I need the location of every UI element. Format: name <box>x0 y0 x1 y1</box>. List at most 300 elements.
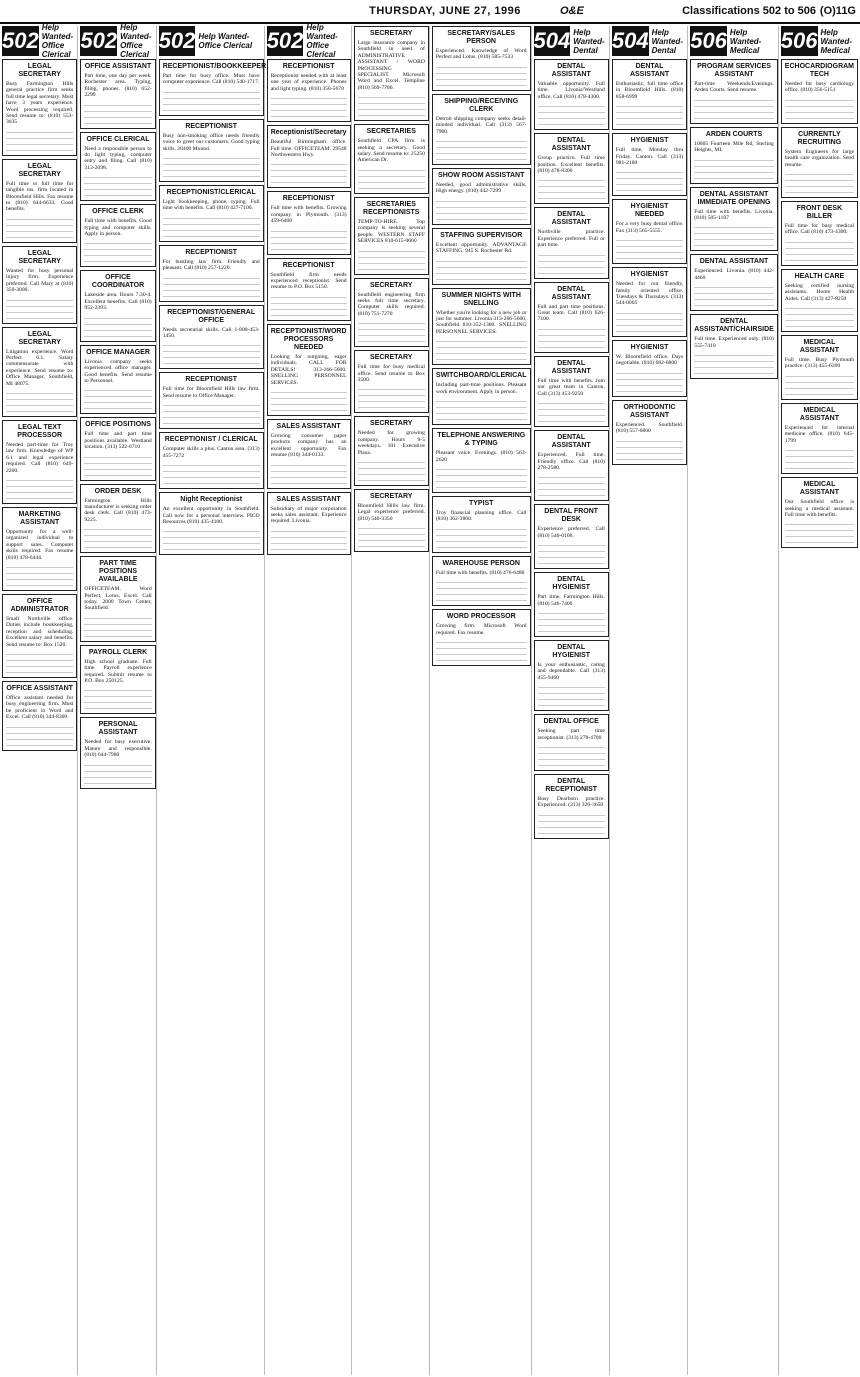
ad-title: OFFICE ADMINISTRATOR <box>10 598 69 613</box>
ad-text-lines <box>271 294 347 316</box>
ad-title: OFFICE COORDINATOR <box>91 274 145 290</box>
masthead <box>0 0 860 24</box>
section-title: Help Wanted-Medical <box>820 27 852 55</box>
section-header <box>690 26 778 56</box>
ad-text-lines <box>436 258 527 280</box>
ad-body: Our Southfield office is seeking a medical assistant. Full time with benefits. <box>784 499 855 518</box>
ad-title: PROGRAM SERVICES ASSISTANT <box>697 63 771 78</box>
section-number: 502 <box>2 26 39 56</box>
ad-column <box>266 23 352 1375</box>
classified-ad <box>690 254 778 311</box>
classified-ad <box>534 59 609 130</box>
section-title: Help Wanted-Dental <box>651 27 683 55</box>
classified-ad <box>159 59 267 116</box>
ad-text-lines <box>84 454 151 476</box>
issue-date: THURSDAY, JUNE 27, 1996 <box>369 5 521 17</box>
classified-ad <box>2 159 77 243</box>
ad-title: HYGIENIST <box>630 343 669 351</box>
ad-title: OFFICE CLERICAL <box>86 135 150 143</box>
ad-text-lines <box>6 216 73 238</box>
ad-text-lines <box>785 305 854 327</box>
ad-body: Busy Dearborn practice. Experienced. (313) 326-3650 <box>537 795 605 809</box>
ad-title: LEGAL SECRETARY <box>18 249 61 265</box>
ad-title: SECRETARY <box>370 420 413 428</box>
ad-body: Full time. Experienced only. (810) 555-7410 <box>694 336 774 349</box>
classified-ad <box>80 270 155 341</box>
classified-ad <box>80 645 155 715</box>
ad-title: DENTAL HYGIENIST <box>552 576 591 592</box>
ad-text-lines <box>84 102 151 124</box>
classified-ad <box>159 119 264 182</box>
ad-text-lines <box>538 400 605 422</box>
ad-title: RECEPTIONIST/CLERICAL <box>166 189 256 197</box>
classified-ad <box>432 288 531 366</box>
ad-body: Part-time Weekends/Evenings. Arden Courts. Send resume. <box>694 81 774 94</box>
ad-title: SECRETARY <box>370 492 413 500</box>
ad-body: Part time for busy office. Must have computer experience. Call (810) 540-1717. <box>162 73 260 86</box>
ad-body: Experienced. Southfield. (810) 557-6860 <box>615 421 684 435</box>
ad-text-lines <box>271 95 347 117</box>
ad-text-lines <box>271 228 347 250</box>
classified-ad <box>432 496 531 553</box>
ad-title: PAYROLL CLERK <box>88 648 148 656</box>
ad-body: Needs secretarial skills. Call 1-800-453-1450. <box>162 326 260 340</box>
ad-text-lines <box>538 744 605 766</box>
ad-body: Needed for busy cardiology office. (810) 356-5151 <box>784 81 855 94</box>
ad-text-lines <box>436 466 527 488</box>
section-number: 502 <box>159 26 196 56</box>
ad-text-lines <box>358 94 425 116</box>
ad-text-lines <box>616 103 683 125</box>
ad-body: Needed part-time for Troy law firm. Knowledge of WP 6.1 and legal experience required. Call (810) 649-2200. <box>6 441 74 474</box>
classified-ad <box>534 572 609 637</box>
ad-body: Enthusiastic, full time office in Bloomfield Hills. (810) 858-6999 <box>615 81 684 100</box>
ad-text-lines <box>163 89 260 111</box>
ad-title: FRONT DESK BILLER <box>796 205 843 221</box>
classified-ad <box>612 199 687 264</box>
ad-title: DENTAL ASSISTANT <box>699 258 769 266</box>
section-header <box>80 23 155 59</box>
ad-body: Busy Farmington Hills general practice firm seeks full time legal secretary. Must have 3 years experience. Word processing required. Send resume to: (810) 553-3035 <box>6 81 74 126</box>
section-header <box>159 26 264 56</box>
ad-body: Experienced. Knowledge of Word Perfect and Lotus. (810) 585-7533 <box>435 48 527 61</box>
classifications-range: Classifications 502 to 506 <box>682 5 816 17</box>
ad-title: TYPIST <box>468 499 494 507</box>
classified-ad <box>267 419 351 489</box>
classified-ad <box>781 201 858 266</box>
ad-title: WAREHOUSE PERSON <box>442 559 520 567</box>
ad-title: HYGIENIST <box>630 271 669 279</box>
ad-title: OFFICE ASSISTANT <box>84 63 152 70</box>
ad-title: PERSONAL ASSISTANT <box>98 721 138 737</box>
classified-ad <box>534 714 609 771</box>
classified-ad <box>80 417 155 480</box>
ad-body: Full time with benefits. (810) 476-6480 <box>435 569 525 576</box>
ad-text-lines <box>785 97 854 119</box>
section-number: 504 <box>534 26 571 56</box>
classified-ad <box>612 133 687 196</box>
classified-ad <box>354 124 429 194</box>
ad-body: Subsidiary of major corporation seeks sales assistant. Experience required. Livonia. <box>270 505 347 525</box>
classified-ad <box>612 267 687 337</box>
ad-column <box>354 26 430 1375</box>
section-header <box>2 23 77 59</box>
ad-body: Full time with benefits. Growing company in Plymouth. (313) 459-6400 <box>270 205 347 225</box>
classified-ad <box>80 717 155 788</box>
classified-ad <box>690 187 778 252</box>
ad-text-lines <box>785 171 854 193</box>
ad-body: Southfield CPA firm is seeking a secretary. Good salary. Send resume to: 25250 American Dr. <box>357 138 425 164</box>
ad-column <box>159 26 265 1375</box>
ad-title: MEDICAL ASSISTANT <box>799 339 839 355</box>
classified-ad <box>781 335 858 400</box>
ad-text-lines <box>84 687 151 709</box>
ad-text-lines <box>538 542 605 564</box>
ad-body: Full time. Busy Plymouth practice. (313) 455-6200 <box>784 357 855 370</box>
ad-body: Full time with benefits. Livonia. (810) 505-1107 <box>694 208 774 222</box>
ad-text-lines <box>436 198 527 220</box>
ad-body: Need a responsible person to do light typing, computer entry and filing. Call (810) 313-2098. <box>84 145 152 171</box>
ad-text-lines <box>271 389 347 411</box>
ad-body: TEMP-TO-HIRE. Top company is seeking several people. WESTERN STAFF SERVICES 810-615-0660 <box>357 218 425 245</box>
ad-title: RECEPTIONIST <box>282 261 335 269</box>
ad-title: SALES ASSISTANT <box>276 495 341 503</box>
ad-text-lines <box>6 297 73 319</box>
ad-text-lines <box>6 477 73 499</box>
ad-text-lines <box>436 579 527 601</box>
classified-ad <box>354 197 429 275</box>
ad-text-lines <box>163 402 260 424</box>
ad-title: DENTAL OFFICE <box>543 718 599 726</box>
ad-title: WORD PROCESSOR <box>446 613 516 621</box>
ad-text-lines <box>436 338 527 360</box>
ad-title: PART TIME POSITIONS AVAILABLE <box>98 560 138 584</box>
classified-ad <box>159 305 264 370</box>
ad-title: RECEPTIONIST/BOOKKEEPER <box>162 63 267 70</box>
ad-text-lines <box>6 724 73 746</box>
ad-body: Southfield firm needs experienced receptionist. Send resume to P.O. Box 5150. <box>270 271 347 291</box>
ad-title: HEALTH CARE <box>794 272 845 280</box>
ad-text-lines <box>358 525 425 547</box>
ad-body: Full and part time positions. Great team. Call (810) 626-7100. <box>537 303 605 323</box>
classified-ad <box>612 340 687 397</box>
section-title: Help Wanted-Office Clerical <box>120 23 152 59</box>
ad-body: Growing consumer paper products company has an excellent opportunity. Fax resume (810) 344-0133. <box>270 432 347 459</box>
ad-body: 10005 Fourteen Mile Rd, Sterling Heights, MI. <box>694 140 774 154</box>
ad-column <box>2 23 78 1375</box>
ad-title: RECEPTIONIST / CLERICAL <box>164 436 258 444</box>
classified-ad <box>267 324 351 416</box>
page-number: (O)11G <box>819 5 856 17</box>
ad-body: System Engineers for large health care organization. Send resume. <box>784 148 855 168</box>
ad-title: DENTAL ASSISTANT <box>551 285 591 301</box>
ad-body: Litigation experience. Word Perfect 6.1. Salary commensurate with experience. Send resume to: Office Manager, Southfield, MI 48075. <box>6 348 74 387</box>
ad-title: DENTAL FRONT DESK <box>544 508 599 524</box>
ad-body: Experienced. Full time. Friendly office. Call (810) 278-2580. <box>537 452 605 471</box>
ad-text-lines <box>694 97 774 119</box>
ad-title: RECEPTIONIST <box>185 248 238 256</box>
classified-ad <box>2 681 77 751</box>
ad-title: OFFICE CLERK <box>92 208 144 216</box>
ad-body: Lakeside area. Hours 7:30-4. Excellent benefits. Call (810) 952-2393. <box>84 292 152 312</box>
ad-body: OFFICETEAM. Word Perfect, Lotus, Excel. Call today. 2000 Town Center, Southfield. <box>84 586 152 612</box>
ad-body: Office assistant needed for busy engineering firm. Must be proficient in Word and Excel. Call (810) 344-8300. <box>6 695 74 721</box>
ad-body: Busy non-smoking office needs friendly voice to greet our customers. Good typing skills. 28400 Mound. <box>162 132 260 152</box>
classified-ad <box>80 556 155 642</box>
ad-text-lines <box>84 315 151 337</box>
ad-text-lines <box>436 526 527 548</box>
classified-ad <box>534 430 609 501</box>
classified-ad <box>159 492 264 555</box>
classified-ad <box>354 278 429 348</box>
ad-column <box>80 23 156 1375</box>
ad-body: Light bookkeeping, phone, typing. Full time with benefits. Call (810) 427-7100. <box>162 199 260 212</box>
section-number: 504 <box>612 26 649 56</box>
ad-body: Experienced for internal medicine office. (810) 645-1799 <box>784 424 855 444</box>
ad-body: Excellent opportunity. ADVANTAGE STAFFING. 945 S. Rochester Rd. <box>435 241 527 255</box>
ad-text-lines <box>163 215 260 237</box>
ad-body: Full time for Bloomfield Hills law firm. Send resume to Office Manager. <box>162 386 260 399</box>
classified-ad <box>534 207 609 278</box>
ad-title: OFFICE MANAGER <box>86 348 150 356</box>
ad-text-lines <box>84 526 151 548</box>
ad-text-lines <box>436 138 527 160</box>
ad-body: Large insurance company in Southfield in need of ADMINISTRATIVE ASSISTANT / WORD PROCESSING SPECIALIST. Microsoft Word and Excel. Templine (810) 569-7700. <box>357 40 425 91</box>
ad-text-lines <box>538 252 605 274</box>
ad-title: DENTAL ASSISTANT IMMEDIATE OPENING <box>697 190 771 206</box>
ad-body: Growing firm. Microsoft Word required. Fax resume. <box>435 623 527 636</box>
ad-column <box>612 26 688 1375</box>
ad-body: Experience preferred. Call (810) 540-0100. <box>537 526 605 539</box>
ad-title: SECRETARIES <box>366 128 416 136</box>
ad-body: Small Northville office. Duties include bookkeeping, reception and scheduling. Excellent salary and benefits. Send resume to: Box 1520. <box>6 616 74 648</box>
classified-ad <box>690 127 778 184</box>
ad-text-lines <box>84 387 151 409</box>
ad-body: Beautiful Birmingham office. Full time. OFFICETEAM. 29548 Northwestern Hwy. <box>270 139 347 159</box>
ad-text-lines <box>84 762 151 784</box>
ad-title: DENTAL ASSISTANT <box>551 63 591 78</box>
ad-title: ORDER DESK <box>94 487 142 495</box>
section-header <box>534 26 609 56</box>
publication-name: O&E <box>560 5 584 17</box>
ad-text-lines <box>358 320 425 342</box>
ad-body: W. Bloomfield office. Days negotiable. (810) 682-6800 <box>615 353 684 367</box>
ad-text-lines <box>694 352 774 374</box>
section-title: Help Wanted-Office Clerical <box>198 32 253 50</box>
classified-ad <box>781 477 858 548</box>
classified-ad <box>781 269 858 332</box>
ad-title: LEGAL SECRETARY <box>18 330 61 346</box>
ad-title: SECRETARIES RECEPTIONISTS <box>363 200 420 216</box>
ad-text-lines <box>358 386 425 408</box>
section-title: Help Wanted-Office Clerical <box>306 23 338 59</box>
ad-body: Looking for outgoing, eager individuals. CALL FOR DETAILS! 313-266-5600. SNELLING PERSONNEL SERVICES. <box>270 353 347 386</box>
section-title: Help Wanted-Office Clerical <box>41 23 74 59</box>
classified-ad <box>432 94 531 165</box>
ad-body: Seeking part time receptionist. (313) 278-4700 <box>537 728 605 741</box>
ad-columns <box>2 23 858 1375</box>
ad-body: Part time. Farmington Hills. (810) 546-7400 <box>537 594 605 607</box>
ad-text-lines <box>271 528 347 550</box>
ad-text-lines <box>616 237 683 259</box>
ad-body: Needed for our friendly, family oriented office. Tuesdays & Thursdays. (313) 544-0005 <box>615 281 684 307</box>
ad-body: Valuable opportunity. Full time. Livonia/Westland office. Call (810) 478-4300. <box>537 81 605 100</box>
classified-ad <box>159 185 264 242</box>
ad-title: DENTAL ASSISTANT <box>551 211 591 227</box>
ad-column <box>690 26 779 1375</box>
ad-title: SWITCHBOARD/CLERICAL <box>435 372 527 380</box>
classified-ad <box>690 314 778 379</box>
ad-text-lines <box>6 390 73 412</box>
ad-title: DENTAL ASSISTANT/CHAIRSIDE <box>694 318 774 334</box>
classified-ad <box>432 609 531 666</box>
classified-ad <box>781 403 858 474</box>
ad-text-lines <box>785 373 854 395</box>
ad-body: Computer skills a plus. Canton area. (313) 455-7272 <box>162 446 260 459</box>
ad-text-lines <box>6 564 73 586</box>
classified-ad <box>432 368 531 425</box>
ad-text-lines <box>358 167 425 189</box>
classified-ad <box>267 125 351 188</box>
ad-text-lines <box>84 174 151 196</box>
ad-text-lines <box>785 521 854 543</box>
ad-title: RECEPTIONIST/WORD PROCESSORS NEEDED <box>270 327 347 351</box>
ad-text-lines <box>163 275 260 297</box>
classified-ad <box>80 59 155 129</box>
classified-ad <box>534 504 609 569</box>
ad-title: MARKETING ASSISTANT <box>18 510 61 526</box>
ad-title: SECRETARY <box>370 30 413 37</box>
classified-ad <box>159 372 264 429</box>
ad-title: ORTHODONTIC ASSISTANT <box>623 403 676 419</box>
ad-title: LEGAL TEXT PROCESSOR <box>17 423 63 439</box>
classified-ad <box>267 492 351 555</box>
classified-ad <box>267 59 351 122</box>
ad-text-lines <box>6 129 73 151</box>
classified-ad <box>781 59 858 124</box>
classified-ad <box>2 594 77 678</box>
ad-title: RECEPTIONIST <box>185 376 238 384</box>
ad-body: Needed for growing company. Hours 9-5 weekdays. 101 Executive Plaza. <box>357 430 425 456</box>
ad-text-lines <box>538 610 605 632</box>
classified-ad <box>354 416 429 486</box>
ad-body: Wanted for busy personal injury firm. Experience preferred. Call Mary at (810) 350-3000. <box>6 267 74 294</box>
ad-body: Full time, Monday thru Friday. Canton. Call (313) 981-2180 <box>615 147 684 167</box>
ad-text-lines <box>785 447 854 469</box>
ad-body: Needed, good administrative skills. High energy. (810) 442-7299 <box>435 182 527 195</box>
ad-text-lines <box>538 177 605 199</box>
classified-ad <box>2 327 77 417</box>
ad-title: LEGAL SECRETARY <box>18 162 61 178</box>
ad-title: RECEPTIONIST <box>282 63 335 70</box>
ad-text-lines <box>358 459 425 481</box>
classified-ad <box>534 133 609 204</box>
ad-title: SECRETARY <box>370 281 413 289</box>
ad-text-lines <box>84 240 151 262</box>
ad-body: Part time, one day per week. Rochester area. Typing, filing, phones. (810) 652-2299 <box>84 73 152 99</box>
ad-body: Full time with benefits. Join our great team in Canton. Call (313) 453-9250 <box>537 377 605 397</box>
classified-ad <box>2 507 77 591</box>
classified-ad <box>267 258 351 321</box>
ad-text-lines <box>163 155 260 177</box>
classified-ad <box>612 59 687 130</box>
section-title: Help Wanted-Medical <box>729 27 762 55</box>
ad-body: Southfield engineering firm seeks full time secretary. Computer skills required. (810) 751-7270 <box>357 291 425 317</box>
section-header <box>266 23 351 59</box>
ad-title: MEDICAL ASSISTANT <box>799 406 839 422</box>
ad-body: Full time and part time positions available. Westland location. (313) 522-0710 <box>84 431 152 451</box>
ad-text-lines <box>616 310 683 332</box>
ad-title: DENTAL ASSISTANT <box>551 434 591 450</box>
classified-ad <box>432 26 531 91</box>
ad-body: Experienced. Livonia. (810) 442-4460 <box>694 268 774 281</box>
ad-title: SHIPPING/RECEIVING CLERK <box>444 97 519 113</box>
ad-body: Livonia company seeks experienced office manager. Good benefits. Send resume to Personnel. <box>84 358 152 384</box>
section-number: 502 <box>80 26 117 56</box>
ad-body: Whether you're looking for a new job or just for summer. Livonia 313-266-5600, Southfield 810-352-1300. SNELLING PERSONNEL SERVICES. <box>435 309 527 335</box>
ad-text-lines <box>84 615 151 637</box>
ad-text-lines <box>616 169 683 191</box>
ad-title: ECHOCARDIOGRAM TECH <box>784 63 855 78</box>
ad-body: Group practice. Full time position. Excellent benefits. (810) 478-8300 <box>537 155 605 175</box>
ad-title: Receptionist/Secretary <box>270 129 347 137</box>
ad-body: Seeking certified nursing assistants. Home Health Aides. Call (313) 427-8250 <box>784 282 855 302</box>
ad-text-lines <box>163 342 260 364</box>
classified-ad <box>159 432 264 489</box>
ad-title: DENTAL ASSISTANT <box>551 359 591 375</box>
ad-text-lines <box>785 239 854 261</box>
ad-text-lines <box>616 438 683 460</box>
ad-title: HYGIENIST <box>630 137 669 145</box>
ad-text-lines <box>358 248 425 270</box>
ad-title: SHOW ROOM ASSISTANT <box>438 172 525 180</box>
ad-text-lines <box>271 462 347 484</box>
ad-column <box>432 26 532 1375</box>
classified-ad <box>354 489 429 552</box>
ad-body: Detroit shipping company seeks detail-minded individual. Call (313) 567-7900. <box>435 115 527 135</box>
ad-title: Night Receptionist <box>180 496 243 504</box>
classified-ad <box>80 484 155 554</box>
classified-ad <box>612 400 687 465</box>
ad-title: LEGAL SECRETARY <box>18 63 61 78</box>
ad-body: Including part-time positions. Pleasant work environment. Apply in person. <box>435 382 527 395</box>
ad-text-lines <box>538 684 605 706</box>
ad-title: DENTAL HYGIENIST <box>552 643 591 659</box>
ad-body: Is your enthusiastic, caring and dependable. Call (313) 455-9460 <box>537 661 605 681</box>
ad-body: Farmington Hills manufacturer is seeking order desk clerk. Call (810) 473-9225. <box>84 497 152 523</box>
ad-text-lines <box>694 284 774 306</box>
ad-body: Bloomfield Hills law firm. Legal experience preferred. (810) 540-3350 <box>357 502 425 522</box>
ad-text-lines <box>538 474 605 496</box>
ad-title: SUMMER NIGHTS WITH SNELLING <box>441 291 521 307</box>
ad-text-lines <box>6 651 73 673</box>
ad-text-lines <box>436 398 527 420</box>
classified-ad <box>354 26 429 121</box>
ad-title: STAFFING SUPERVISOR <box>440 231 523 239</box>
classified-ad <box>534 282 609 353</box>
classified-ad <box>781 127 858 198</box>
ad-title: CURRENTLY RECRUITING <box>797 130 842 146</box>
section-number: 506 <box>690 26 727 56</box>
ad-text-lines <box>163 462 260 484</box>
ad-title: HYGIENIST NEEDED <box>630 203 669 219</box>
ad-title: DENTAL ASSISTANT <box>629 63 670 78</box>
classified-ad <box>534 640 609 711</box>
ad-body: Full time or full time for tangible ins. firm located in Bloomfield Hills. Fax resume to (810) 644-6633. Good benefits. <box>6 180 74 213</box>
ad-title: OFFICE ASSISTANT <box>6 685 73 693</box>
classified-ad <box>432 168 531 225</box>
ad-column <box>781 26 858 1375</box>
